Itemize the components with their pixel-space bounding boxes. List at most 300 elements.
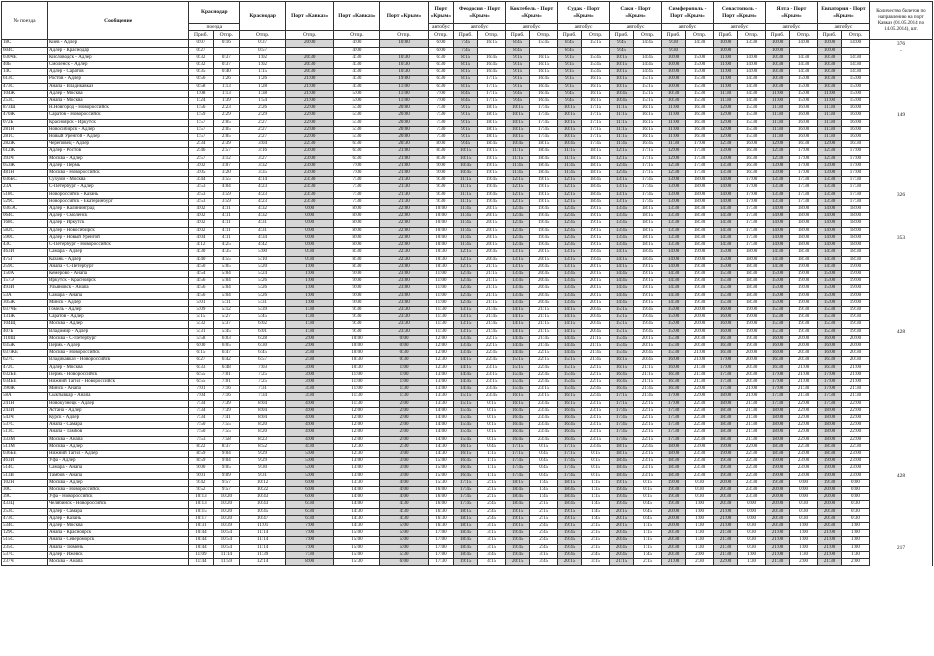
time-cell: 13:30: [765, 198, 789, 205]
time-cell: 7:55: [213, 429, 240, 436]
time-cell: 18:15: [610, 443, 634, 450]
time-cell: 20:00: [765, 501, 789, 508]
time-cell: 8:15: [454, 83, 478, 90]
arrival-header: Приб.: [610, 31, 634, 40]
time-cell: 4:32: [240, 206, 286, 213]
time-cell: 5:58: [189, 335, 213, 342]
time-cell: 11:00: [380, 90, 428, 97]
time-cell: 21:45: [478, 321, 506, 328]
time-cell: 12:45: [558, 220, 582, 227]
route-name: Иркутск - Красноярск: [47, 278, 188, 285]
time-cell: 6:05: [213, 342, 240, 349]
route-name: Москва - Адлер: [47, 321, 188, 328]
time-cell: 22:45: [478, 357, 506, 364]
time-cell: 12:00: [713, 126, 737, 133]
time-cell: 12:15: [610, 148, 634, 155]
time-cell: 4:02: [189, 213, 213, 220]
time-cell: 14:30: [662, 292, 686, 299]
time-cell: 17:15: [478, 76, 506, 83]
time-cell: 2:00: [380, 407, 428, 414]
ticket-count: [869, 148, 932, 155]
table-row: [2, 551, 933, 558]
time-cell: 0:30: [842, 515, 870, 522]
time-cell: 20:15: [478, 234, 506, 241]
train-number: 036БС: [2, 177, 48, 184]
time-cell: 15:30: [713, 285, 737, 292]
time-cell: 15:00: [428, 458, 453, 465]
time-cell: 12:45: [558, 242, 582, 249]
time-cell: 16:45: [478, 62, 506, 69]
time-cell: 13:00: [428, 371, 453, 378]
time-cell: 20:15: [634, 342, 662, 349]
time-cell: 10:00: [765, 47, 789, 54]
time-cell: 20:45: [610, 551, 634, 558]
time-cell: 1:45: [634, 551, 662, 558]
time-cell: 20:00: [738, 350, 766, 357]
time-cell: 10:44: [189, 537, 213, 544]
time-cell: 4:23: [240, 184, 286, 191]
time-cell: 2:15: [582, 537, 610, 544]
table-row: [2, 342, 933, 349]
time-cell: 9:52: [189, 487, 213, 494]
time-cell: 15:30: [765, 306, 789, 313]
time-cell: 9:57: [213, 487, 240, 494]
time-cell: 14:00: [765, 242, 789, 249]
train-number: 253С: [2, 508, 48, 515]
train-number: 104Ж: [2, 90, 48, 97]
time-cell: 19:00: [790, 292, 818, 299]
time-cell: 22:15: [478, 335, 506, 342]
time-cell: 6:48: [213, 364, 240, 371]
time-cell: 8:00: [428, 141, 453, 148]
time-cell: 4:56: [189, 292, 213, 299]
time-cell: 3:00: [286, 371, 334, 378]
time-cell: 1:15: [240, 69, 286, 76]
route-name: Адлер - Иркутск: [47, 220, 188, 227]
ticket-count: [869, 479, 932, 486]
time-cell: 9:57: [213, 479, 240, 486]
time-cell: 13:15: [454, 328, 478, 335]
time-cell: 4:12: [189, 242, 213, 249]
time-cell: 5:00: [380, 523, 428, 530]
time-cell: 16:45: [558, 414, 582, 421]
time-cell: 13:45: [610, 227, 634, 234]
time-cell: 12:15: [558, 184, 582, 191]
time-cell: 12:00: [334, 436, 380, 443]
time-cell: 16:45: [634, 141, 662, 148]
time-cell: 23:30: [738, 479, 766, 486]
time-cell: 9:00: [428, 162, 453, 169]
time-cell: 11:15: [558, 148, 582, 155]
time-cell: 20:30: [662, 537, 686, 544]
table-row: [2, 321, 933, 328]
time-cell: 15:30: [662, 342, 686, 349]
time-cell: 17:45: [506, 472, 530, 479]
time-cell: 10:00: [428, 227, 453, 234]
time-cell: 19:00: [842, 278, 870, 285]
time-cell: 20:15: [582, 263, 610, 270]
time-cell: 11:15: [454, 177, 478, 184]
time-cell: 9:30: [662, 40, 686, 47]
time-cell: 8:30: [334, 263, 380, 270]
time-cell: 11:30: [334, 400, 380, 407]
table-row: [2, 249, 933, 256]
time-cell: 0:00: [380, 335, 428, 342]
time-cell: 9:00: [334, 285, 380, 292]
time-cell: 17:30: [686, 162, 714, 169]
time-cell: 16:15: [530, 54, 558, 61]
time-cell: 8:04: [240, 414, 286, 421]
time-cell: 10:00: [428, 220, 453, 227]
time-cell: 15:30: [738, 134, 766, 141]
time-cell: 19:00: [790, 285, 818, 292]
time-cell: 18:45: [506, 501, 530, 508]
time-cell: 11:15: [454, 191, 478, 198]
time-cell: 17:45: [610, 436, 634, 443]
subheader-bus: автобус: [765, 24, 817, 31]
time-cell: 23:30: [380, 314, 428, 321]
time-cell: 20:00: [817, 494, 841, 501]
subheader-bus: автобус: [428, 24, 453, 31]
table-row: [2, 299, 933, 306]
header-krasnodar-bus: Краснодар: [240, 2, 286, 31]
ticket-count: [869, 465, 932, 472]
time-cell: 18:45: [530, 148, 558, 155]
time-cell: 23:15: [530, 386, 558, 393]
time-cell: [634, 47, 662, 54]
time-cell: 5:00: [286, 458, 334, 465]
time-cell: 14:30: [738, 90, 766, 97]
table-row: [2, 515, 933, 522]
time-cell: 15:30: [662, 350, 686, 357]
time-cell: 14:30: [713, 213, 737, 220]
time-cell: 16:30: [738, 155, 766, 162]
time-cell: 22:00: [713, 559, 737, 566]
subheader-bus: автобус: [558, 24, 610, 31]
train-number: 23А: [2, 184, 48, 191]
time-cell: 16:00: [428, 501, 453, 508]
ticket-count: [869, 414, 932, 421]
time-cell: 1:00: [738, 551, 766, 558]
time-cell: 7:34: [189, 414, 213, 421]
time-cell: 18:15: [634, 220, 662, 227]
ticket-count: [869, 443, 932, 450]
departure-header: Отпр.: [686, 31, 714, 40]
time-cell: 15:30: [738, 105, 766, 112]
table-row: [2, 508, 933, 515]
time-cell: 11:30: [662, 141, 686, 148]
time-cell: 6:33: [189, 364, 213, 371]
ticket-count: [869, 342, 932, 349]
table-row: [2, 234, 933, 241]
time-cell: 17:15: [558, 450, 582, 457]
time-cell: 12:15: [454, 256, 478, 263]
time-cell: [686, 47, 714, 54]
table-row: [2, 90, 933, 97]
time-cell: 20:00: [686, 314, 714, 321]
time-cell: 7:30: [334, 191, 380, 198]
route-name: Новосибирск - Адлер: [47, 126, 188, 133]
time-cell: 9:15: [454, 119, 478, 126]
time-cell: 15:00: [428, 472, 453, 479]
time-cell: 13:45: [506, 292, 530, 299]
time-cell: 15:00: [765, 278, 789, 285]
time-cell: 12:45: [506, 213, 530, 220]
ticket-count: [869, 551, 932, 558]
time-cell: 3:59: [213, 198, 240, 205]
ticket-count: [869, 141, 932, 148]
route-name: Анапа - Владикавказ: [47, 83, 188, 90]
time-cell: 10:45: [240, 508, 286, 515]
route-name: Кисловодск - Адлер: [47, 54, 188, 61]
time-cell: 20:15: [478, 242, 506, 249]
time-cell: 20:30: [790, 357, 818, 364]
time-cell: 7:00: [286, 544, 334, 551]
time-cell: 20:15: [530, 256, 558, 263]
departure-header: Отпр.: [380, 31, 428, 40]
table-row: [2, 62, 933, 69]
time-cell: 16:30: [765, 357, 789, 364]
time-cell: 12:30: [713, 141, 737, 148]
time-cell: 7:01: [213, 371, 240, 378]
time-cell: 1:45: [582, 501, 610, 508]
time-cell: 18:30: [842, 249, 870, 256]
route-name: Москва - Адлер: [47, 479, 188, 486]
time-cell: 18:00: [765, 436, 789, 443]
train-number: 537С: [2, 551, 48, 558]
time-cell: 21:15: [478, 299, 506, 306]
time-cell: 10:45: [506, 141, 530, 148]
time-cell: 9:01: [189, 472, 213, 479]
route-name: Москва - Адлер: [47, 443, 188, 450]
time-cell: 16:30: [842, 141, 870, 148]
time-cell: 18:45: [454, 530, 478, 537]
time-cell: 18:00: [790, 220, 818, 227]
time-cell: 21:30: [713, 551, 737, 558]
time-cell: 0:58: [189, 83, 213, 90]
time-cell: 1:30: [738, 559, 766, 566]
time-cell: 16:00: [817, 335, 841, 342]
time-cell: 15:15: [454, 400, 478, 407]
time-cell: 23:15: [634, 472, 662, 479]
time-cell: 23:45: [478, 386, 506, 393]
time-cell: 1:00: [286, 270, 334, 277]
time-cell: 22:15: [478, 342, 506, 349]
time-cell: 0:45: [530, 465, 558, 472]
table-row: [2, 400, 933, 407]
time-cell: 10:00: [662, 69, 686, 76]
time-cell: 18:15: [634, 213, 662, 220]
time-cell: 0:30: [790, 515, 818, 522]
time-cell: 3:45: [478, 551, 506, 558]
time-cell: 18:45: [582, 177, 610, 184]
time-cell: 5:30: [334, 105, 380, 112]
route-name: С-Петербург - Адлер: [47, 184, 188, 191]
time-cell: 14:45: [506, 342, 530, 349]
header-feodosia: Феодосия - Порт «Крым»: [454, 2, 506, 24]
time-cell: 16:00: [765, 350, 789, 357]
time-cell: 12:00: [428, 342, 453, 349]
time-cell: 21:00: [713, 523, 737, 530]
time-cell: 17:30: [790, 191, 818, 198]
time-cell: 19:15: [478, 170, 506, 177]
time-cell: 6:00: [286, 494, 334, 501]
time-cell: 6:00: [380, 559, 428, 566]
time-cell: 1:45: [530, 494, 558, 501]
time-cell: 4:30: [334, 83, 380, 90]
time-cell: 3:15: [478, 544, 506, 551]
time-cell: 17:00: [817, 371, 841, 378]
time-cell: 4:11: [213, 220, 240, 227]
table-row: [2, 162, 933, 169]
ticket-count: [869, 184, 932, 191]
route-name: Адлер - Самара: [47, 508, 188, 515]
time-cell: 22:15: [530, 357, 558, 364]
ticket-count: [869, 501, 932, 508]
time-cell: 20:30: [842, 350, 870, 357]
ticket-count: 428: [869, 328, 932, 335]
time-cell: 2:00: [380, 400, 428, 407]
time-cell: 1:13: [213, 83, 240, 90]
time-cell: 5:30: [334, 119, 380, 126]
time-cell: 2:30: [380, 443, 428, 450]
arrival-header: Приб.: [454, 31, 478, 40]
ticket-count: [869, 508, 932, 515]
time-cell: 22:00: [380, 206, 428, 213]
time-cell: 18:00: [842, 227, 870, 234]
time-cell: 21:30: [713, 544, 737, 551]
time-cell: 4:00: [380, 487, 428, 494]
time-cell: 20:00: [662, 515, 686, 522]
time-cell: 0:30: [380, 357, 428, 364]
time-cell: 13:00: [713, 148, 737, 155]
time-cell: 11:00: [334, 386, 380, 393]
time-cell: 11:30: [817, 112, 841, 119]
time-cell: 23:00: [842, 472, 870, 479]
time-cell: 18:30: [790, 256, 818, 263]
time-cell: 14:00: [765, 220, 789, 227]
time-cell: 16:45: [478, 54, 506, 61]
time-cell: 23:15: [478, 364, 506, 371]
ticket-count: [869, 436, 932, 443]
time-cell: 18:00: [790, 206, 818, 213]
time-cell: 21:00: [842, 371, 870, 378]
table-row: [2, 119, 933, 126]
time-cell: 21:00: [842, 378, 870, 385]
time-cell: 12:45: [610, 162, 634, 169]
time-cell: 14:00: [765, 213, 789, 220]
time-cell: 6:02: [240, 321, 286, 328]
time-cell: 2:15: [582, 523, 610, 530]
ticket-count: 217: [869, 544, 932, 551]
time-cell: 3:00: [286, 378, 334, 385]
time-cell: 15:00: [790, 76, 818, 83]
time-cell: 0:30: [286, 249, 334, 256]
time-cell: 20:45: [478, 249, 506, 256]
train-number: 493И: [2, 285, 48, 292]
time-cell: 14:00: [428, 407, 453, 414]
time-cell: 10:00: [428, 234, 453, 241]
time-cell: 13:45: [610, 242, 634, 249]
time-cell: 13:00: [765, 162, 789, 169]
time-cell: 21:15: [610, 559, 634, 566]
time-cell: 9:15: [506, 54, 530, 61]
time-cell: 23:00: [286, 162, 334, 169]
time-cell: 3:02: [189, 162, 213, 169]
time-cell: 17:00: [765, 378, 789, 385]
time-cell: 1:30: [686, 530, 714, 537]
time-cell: 22:30: [686, 422, 714, 429]
time-cell: 18:15: [610, 450, 634, 457]
ticket-count: [869, 422, 932, 429]
time-cell: 4:32: [240, 213, 286, 220]
time-cell: 13:00: [428, 378, 453, 385]
time-cell: 11:00: [713, 83, 737, 90]
time-cell: 18:45: [558, 494, 582, 501]
time-cell: 15:15: [610, 306, 634, 313]
time-cell: 2:57: [213, 148, 240, 155]
time-cell: 20:00: [662, 508, 686, 515]
table-row: [2, 306, 933, 313]
train-number: 036БЕ: [2, 450, 48, 457]
time-cell: 15:30: [686, 76, 714, 83]
time-cell: 15:45: [558, 371, 582, 378]
time-cell: 15:00: [686, 54, 714, 61]
time-cell: 13:00: [662, 198, 686, 205]
time-cell: 10:15: [610, 83, 634, 90]
time-cell: 17:15: [478, 98, 506, 105]
time-cell: 10:54: [213, 544, 240, 551]
time-cell: 15:30: [713, 292, 737, 299]
time-cell: 20:00: [842, 342, 870, 349]
time-cell: 17:30: [817, 400, 841, 407]
table-row: [2, 69, 933, 76]
ticket-count: [869, 400, 932, 407]
time-cell: 18:00: [790, 234, 818, 241]
time-cell: 16:00: [790, 119, 818, 126]
route-name: Владимир - Адлер: [47, 328, 188, 335]
time-cell: 15:30: [738, 126, 766, 133]
time-cell: 16:15: [634, 126, 662, 133]
time-cell: 15:30: [765, 321, 789, 328]
header-port-krym-bus: Порт «Крым»: [428, 2, 453, 24]
time-cell: 14:00: [334, 501, 380, 508]
time-cell: 22:45: [478, 350, 506, 357]
time-cell: 7:50: [189, 422, 213, 429]
time-cell: 1:00: [286, 292, 334, 299]
time-cell: 0:15: [478, 429, 506, 436]
time-cell: 13:30: [817, 198, 841, 205]
time-cell: 8:37: [213, 443, 240, 450]
time-cell: 13:15: [506, 249, 530, 256]
time-cell: 10:44: [189, 530, 213, 537]
time-cell: 15:30: [662, 335, 686, 342]
time-cell: 21:30: [738, 407, 766, 414]
time-cell: 12:45: [506, 234, 530, 241]
time-cell: 16:45: [454, 458, 478, 465]
ticket-count: 428: [869, 472, 932, 479]
train-number: 529С: [2, 198, 48, 205]
time-cell: 23:30: [738, 487, 766, 494]
time-cell: 4:11: [213, 227, 240, 234]
time-cell: 15:15: [610, 314, 634, 321]
time-cell: 11:14: [240, 530, 286, 537]
time-cell: 5:15: [189, 314, 213, 321]
time-cell: 17:15: [506, 450, 530, 457]
time-cell: 0:16: [213, 40, 240, 47]
time-cell: 12:30: [765, 155, 789, 162]
time-cell: 16:15: [582, 90, 610, 97]
